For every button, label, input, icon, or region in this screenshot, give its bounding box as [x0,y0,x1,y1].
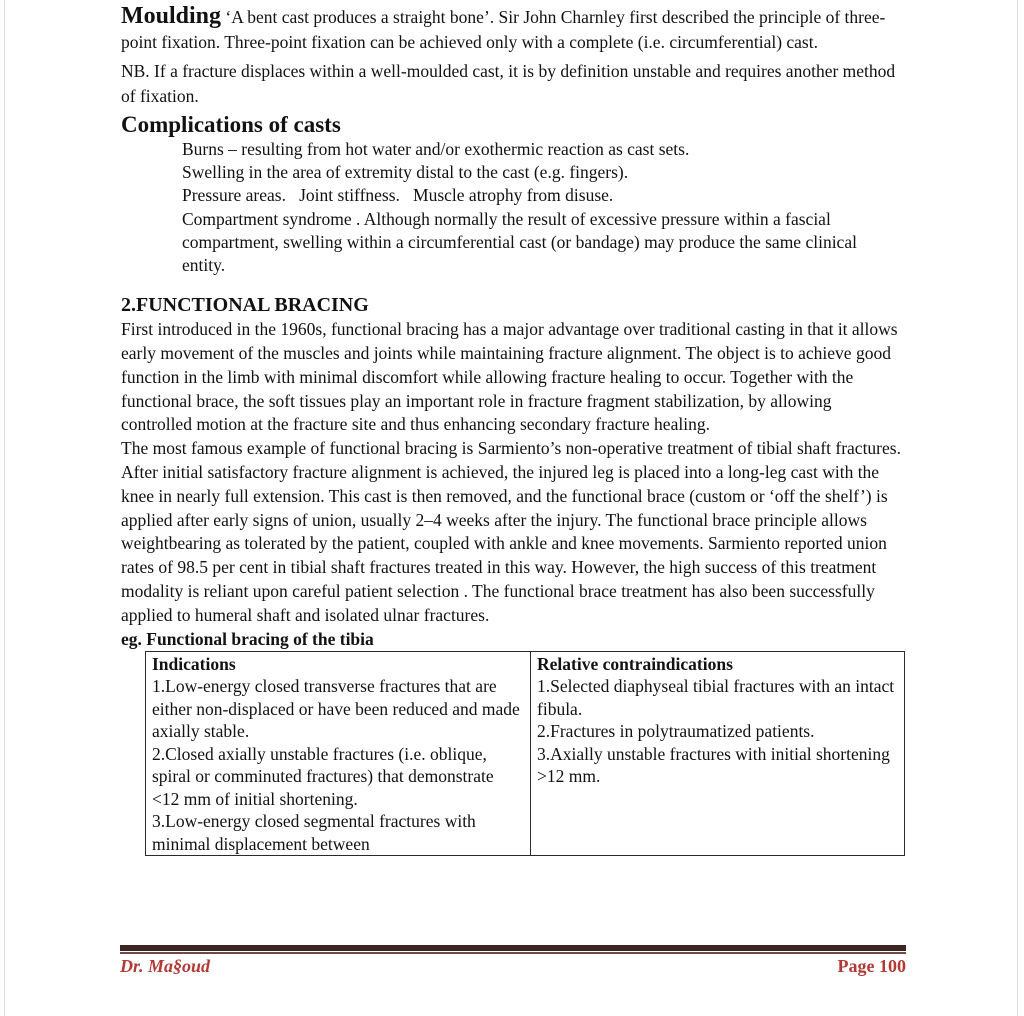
moulding-heading: Moulding [121,3,222,29]
table-caption: eg. Functional bracing of the tibia [121,628,374,649]
document-content [121,4,902,856]
complications-item-compartment: Compartment syndrome . Although normally the result of excessive pressure within a fascial compartment, swelling within a circumferential cast (or bandage) may produce the same clinical entity. [182,208,857,276]
indications-cell [146,651,531,856]
footer-rule-thick [120,945,906,951]
complications-heading: Complications of casts [121,112,341,137]
complications-item-swelling: Swelling in the area of extremity distal to the cast (e.g. fingers). [182,162,629,183]
contraindications-header: Relative contraindications [537,653,733,674]
complications-item-pressure: Pressure areas. Joint stiffness. Muscle atrophy from disuse. [182,185,614,206]
contraindications-item-1: 1.Selected diaphyseal tibial fractures with an intact fibula. [537,676,895,719]
indications-table [145,651,905,857]
footer-page-number: Page 100 [837,956,906,976]
table-row [146,651,905,856]
indications-item-2: 2.Closed axially unstable fractures (i.e. oblique, spiral or comminuted fractures) that demonstrate <12 mm of initial shortening. [152,743,494,809]
indications-item-3: 3.Low-energy closed segmental fractures with minimal displacement between [152,811,476,854]
page-left-edge [4,0,5,1016]
functional-bracing-paragraph-2: The most famous example of functional bracing is Sarmiento’s non-operative treatment of tibial shaft fractures. After initial satisfactory fracture alignment is achieved, the injured leg is placed into a long-leg cast with the knee in nearly full extension. This cast is then removed, and the functional brace (custom or ‘off the shelf’) is applied after early signs of union, usually 2–4 weeks after the injury. The functional brace principle allows weightbearing as tolerated by the patient, coupled with ankle and knee movements. Sarmiento reported union rates of 98.5 per cent in tibial shaft fractures treated in this way. However, the high success of this treatment modality is reliant upon careful patient selection . The functional brace treatment has also been successfully applied to humeral shaft and isolated ulnar fractures. [121,438,901,625]
moulding-paragraph [121,4,902,55]
nb-paragraph: NB. If a fracture displaces within a well-moulded cast, it is by definition unstable and requires another method of fixation. [121,61,896,106]
indications-header: Indications [152,653,236,674]
contraindications-item-3: 3.Axially unstable fractures with initial shortening >12 mm. [537,743,890,787]
footer-rule-thin [120,952,906,954]
moulding-text: ‘A bent cast produces a straight bone’. Sir John Charnley first described the principle of three-point fixation. Three-point fixation can be achieved only with a complete (i.e. circumferential) cast. [121,7,886,52]
page-right-edge [1017,0,1018,1016]
functional-bracing-heading: 2.FUNCTIONAL BRACING [121,294,369,317]
complications-item-burns: Burns – resulting from hot water and/or exothermic reaction as cast sets. [182,139,690,159]
contraindications-cell [531,651,905,856]
indications-item-1: 1.Low-energy closed transverse fractures that are either non-displaced or have been reduced and made axially stable. [152,676,520,742]
contraindications-item-2: 2.Fractures in polytraumatized patients. [537,721,815,742]
footer-author: Dr. Ma§oud [120,956,211,976]
complications-list [182,138,902,277]
footer-text-row [120,956,906,977]
functional-bracing-paragraph-1: First introduced in the 1960s, functional bracing has a major advantage over traditional casting in that it allows early movement of the muscles and joints while maintaining fracture alignment. The object is to achieve good function in the limb with minimal discomfort while allowing fracture healing to occur. Together with the functional brace, the soft tissues play an important role in fracture fragment stabilization, by allowing controlled motion at the fracture site and thus enhancing secondary fracture healing. [121,319,898,435]
page-footer [120,945,906,977]
